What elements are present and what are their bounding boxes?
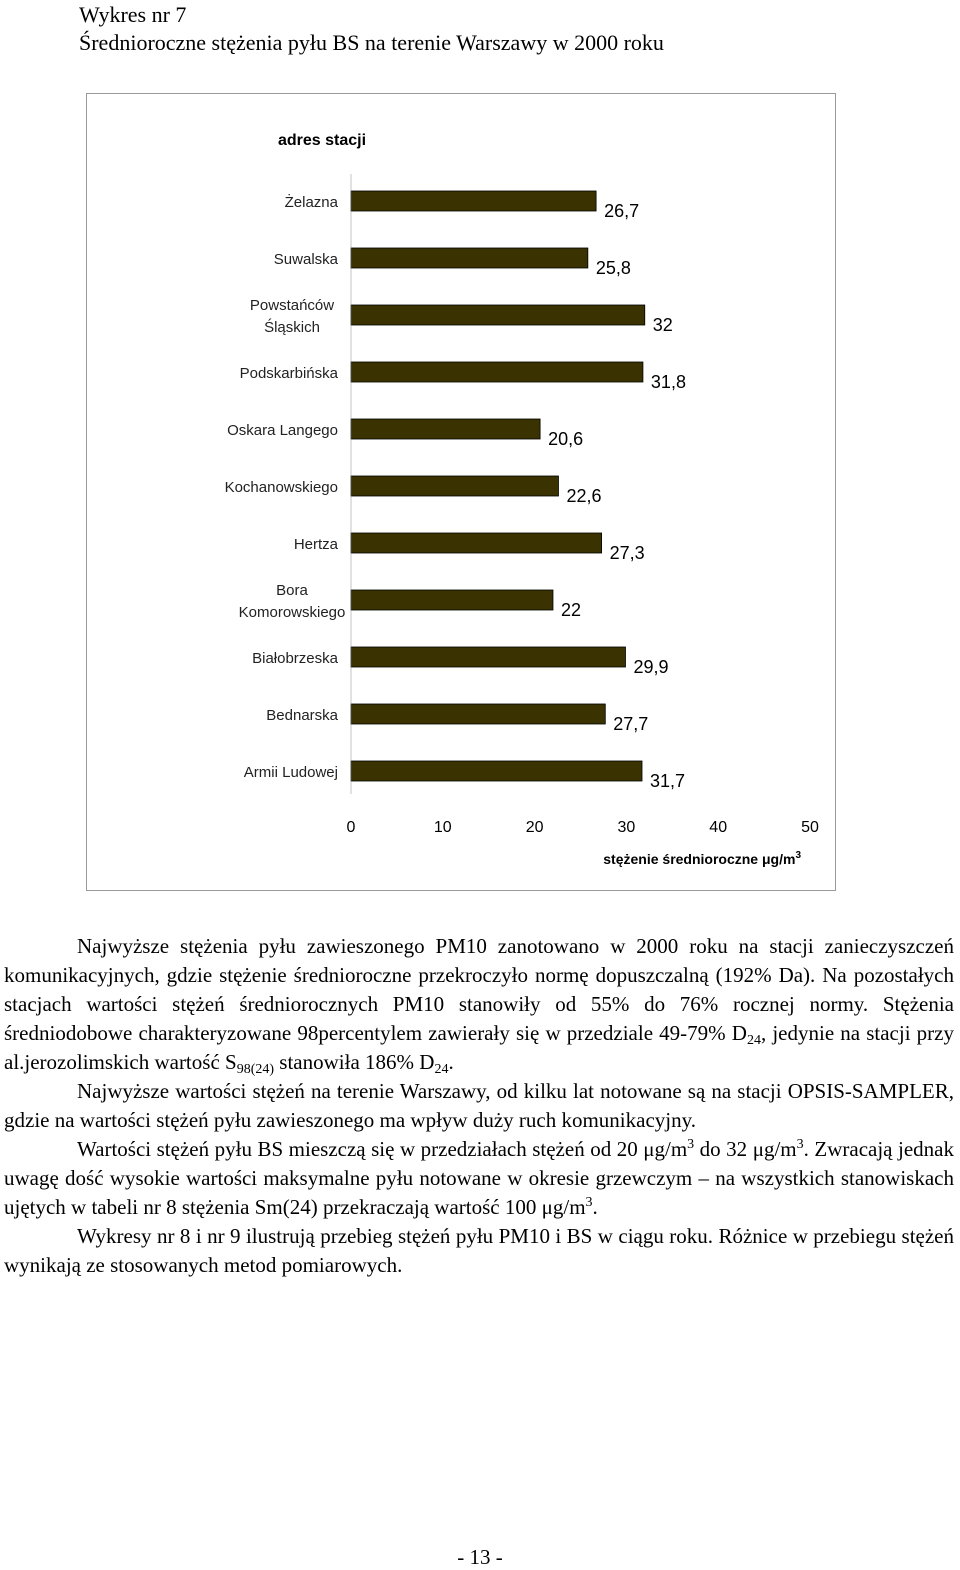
bar-1 xyxy=(351,248,588,268)
x-axis-title-superscript: 3 xyxy=(795,850,801,861)
category-label-7-line-1: Komorowskiego xyxy=(238,604,346,621)
x-tick-label-0: 0 xyxy=(346,819,356,836)
p1-text-d: . xyxy=(448,1050,454,1074)
p1-text-b: , jedynie na stacji przy al.jerozolimskich wartość S xyxy=(4,1021,954,1074)
category-label-5: Kochanowskiego xyxy=(224,479,338,496)
bar-2 xyxy=(351,305,645,325)
category-label-9: Bednarska xyxy=(266,707,338,724)
value-labels-layer xyxy=(548,201,686,791)
p3-text-d: . xyxy=(592,1195,598,1219)
category-label-1: Suwalska xyxy=(273,251,338,268)
category-label-2-line-0: Powstańców xyxy=(249,297,335,314)
p3-text-a: Wartości stężeń pyłu BS mieszczą się w przedziałach stężeń od 20 μg/m xyxy=(77,1137,688,1161)
y-axis-title: adres stacji xyxy=(277,132,367,149)
category-label-6: Hertza xyxy=(293,536,338,553)
value-label-9: 27,7 xyxy=(613,714,649,734)
p1-text-a: Najwyższe stężenia pyłu zawieszonego PM10 zanotowano w 2000 roku na stacji zanieczyszczeń komunikacyjnych, gdzie stężenie średnioroczne przekroczyło normę dopuszczalną (192% Da). Na pozostałych stacjach wartości stężeń średniorocznych PM10 stanowiły od 55% do 76% rocznej normy. Stężenia średniodobowe charakteryzowane 98percentylem zawierały się w przedziale 49-79% D xyxy=(4,934,954,1045)
p3-superscript-2: 3 xyxy=(796,1137,804,1152)
chart-title: Średnioroczne stężenia pyłu BS na terenie Warszawy w 2000 roku xyxy=(79,30,664,55)
category-label-7-line-0: Bora xyxy=(276,582,308,599)
p3-text-c: . Zwracają jednak uwagę dość wysokie wartości maksymalne pyłu notowane w okresie grzewczym – na wszystkich stanowiskach ujętych w tabeli nr 8 stężenia Sm(24) przekraczają wartość 100 μg/m xyxy=(4,1137,954,1219)
bar-4 xyxy=(351,419,540,439)
value-label-3: 31,8 xyxy=(650,372,686,392)
paragraph-opsis: Najwyższe wartości stężeń na terenie Warszawy, od kilku lat notowane są na stacji OPSIS-SAMPLER, gdzie na wartości stężeń pyłu zawieszonego ma wpływ duży ruch komunikacyjny. xyxy=(4,1079,954,1132)
x-axis-title-text: stężenie średnioroczne μg/m xyxy=(603,851,796,867)
value-label-5: 22,6 xyxy=(566,486,602,506)
category-label-10: Armii Ludowej xyxy=(243,764,338,781)
bar-9 xyxy=(351,704,605,724)
category-label-8: Białobrzeska xyxy=(252,650,338,667)
body-text xyxy=(4,932,954,1280)
category-label-2-line-1: Śląskich xyxy=(264,319,320,336)
category-label-7 xyxy=(239,582,346,621)
chart-frame xyxy=(86,93,836,891)
x-tick-label-2: 20 xyxy=(525,819,544,836)
bar-0 xyxy=(351,191,596,211)
p3-text-b: do 32 μg/m xyxy=(694,1137,797,1161)
x-axis-title xyxy=(603,850,801,867)
paragraph-pm10-summary xyxy=(4,932,954,1077)
x-tick-label-5: 50 xyxy=(801,819,819,836)
p3-superscript-1: 3 xyxy=(687,1137,695,1152)
bar-6 xyxy=(351,533,602,553)
p1-subscript-98-24: 98(24) xyxy=(236,1062,275,1077)
paragraph-bs-summary xyxy=(4,1135,954,1222)
value-label-0: 26,7 xyxy=(604,201,640,221)
value-label-10: 31,7 xyxy=(650,771,686,791)
bar-3 xyxy=(351,362,643,382)
bar-8 xyxy=(351,647,625,667)
paragraph-charts-reference: Wykresy nr 8 i nr 9 ilustrują przebieg stężeń pyłu PM10 i BS w ciągu roku. Różnice w przebiegu stężeń wynikają ze stosowanych metod pomiarowych. xyxy=(4,1224,954,1277)
category-label-3: Podskarbińska xyxy=(239,365,338,382)
bar-chart xyxy=(87,94,835,890)
value-label-6: 27,3 xyxy=(609,543,645,563)
page-number: - 13 - xyxy=(457,1545,503,1569)
p1-text-c: stanowiła 186% D xyxy=(274,1050,435,1074)
category-labels-layer xyxy=(225,193,346,781)
p3-superscript-3: 3 xyxy=(585,1195,593,1210)
category-label-2 xyxy=(250,297,334,336)
p1-subscript-24: 24 xyxy=(746,1033,761,1048)
x-tick-label-3: 30 xyxy=(617,819,636,836)
value-label-8: 29,9 xyxy=(633,657,669,677)
value-label-1: 25,8 xyxy=(595,258,631,278)
value-label-4: 20,6 xyxy=(548,429,584,449)
bar-5 xyxy=(351,476,558,496)
value-label-7: 22 xyxy=(560,600,581,620)
bar-10 xyxy=(351,761,642,781)
x-tick-label-1: 10 xyxy=(433,819,452,836)
x-ticks-layer xyxy=(347,819,819,836)
p1-subscript-24-b: 24 xyxy=(434,1062,449,1077)
category-label-4: Oskara Langego xyxy=(227,422,338,439)
category-label-0: Żelazna xyxy=(284,194,338,211)
x-tick-label-4: 40 xyxy=(709,819,728,836)
value-label-2: 32 xyxy=(652,315,673,335)
bar-7 xyxy=(351,590,553,610)
chart-number: Wykres nr 7 xyxy=(79,2,187,27)
